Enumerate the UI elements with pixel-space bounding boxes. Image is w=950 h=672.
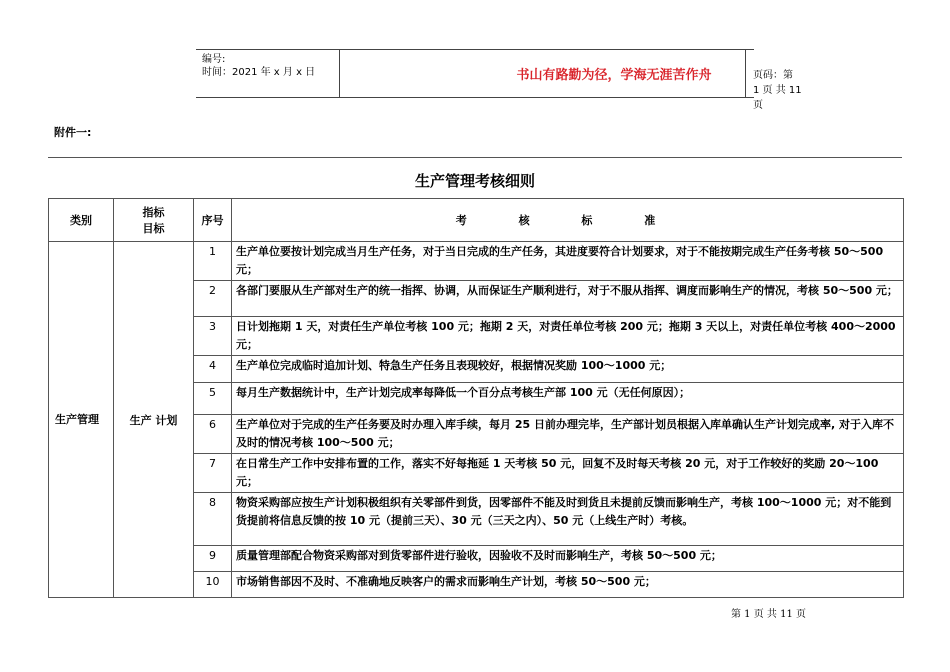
header-motto-cell (339, 50, 802, 111)
row-number: 8 (194, 493, 232, 546)
header-divider (745, 50, 746, 97)
category-cell: 生产管理 (49, 242, 114, 598)
table-row (49, 242, 904, 281)
table-header-row (49, 199, 904, 242)
row-number: 5 (194, 383, 232, 415)
criteria-text: 生产单位完成临时追加计划、特急生产任务且表现较好，根据情况奖励 100～1000 元； (232, 356, 904, 383)
header-indicator-line1: 指标 (142, 206, 165, 219)
document-title: 生产管理考核细则 (414, 172, 535, 190)
header-indicator (114, 199, 194, 242)
row-number: 4 (194, 356, 232, 383)
criteria-text: 每月生产数据统计中，生产计划完成率每降低一个百分点考核生产部 100 元（无任何原因）； (232, 383, 904, 415)
page-header (196, 49, 802, 111)
criteria-text: 生产单位对于完成的生产任务要及时办理入库手续，每月 25 日前办理完毕，生产部计划员根据入库单确认生产计划完成率, 对于入库不及时的情况考核 100～500 元； (232, 415, 904, 454)
row-number: 9 (194, 546, 232, 572)
header-indicator-line2: 目标 (142, 222, 165, 235)
row-number: 10 (194, 572, 232, 598)
criteria-text: 生产单位要按计划完成当月生产任务，对于当日完成的生产任务，其进度要符合计划要求，对于不能按期完成生产任务考核 50～500 元； (232, 242, 904, 281)
indicator-cell: 生产 计划 (114, 242, 194, 598)
time-label: 时间：2021 年 x 月 x 日 (202, 67, 316, 78)
criteria-text: 日计划拖期 1 天，对责任生产单位考核 100 元；拖期 2 天，对责任单位考核 200 元；拖期 3 天以上，对责任单位考核 400～2000 元； (232, 317, 904, 356)
serial-label: 编号: (202, 54, 226, 65)
criteria-text: 物资采购部应按生产计划积极组织有关零部件到货，因零部件不能及时到货且未提前反馈而影响生产，考核 100～1000 元；对不能到货提前将信息反馈的按 10 元（提前三天）、30 元（三天之内）、50 元（上线生产时）考核。 (232, 493, 904, 546)
header-category: 类别 (49, 199, 114, 242)
motto: 书山有路勤为径，学海无涯苦作舟 (516, 68, 712, 83)
row-number: 1 (194, 242, 232, 281)
criteria-text: 在日常生产工作中安排布置的工作，落实不好每拖延 1 天考核 50 元，回复不及时每天考核 20 元，对于工作较好的奖励 20～100 元； (232, 454, 904, 493)
attachment-label: 附件一: (54, 126, 92, 139)
header-meta (196, 50, 339, 97)
table-body (49, 242, 904, 598)
assessment-table (48, 198, 904, 598)
header-criteria: 考 核 标 准 (232, 199, 904, 242)
criteria-text: 各部门要服从生产部对生产的统一指挥、协调，从而保证生产顺利进行，对于不服从指挥、调度而影响生产的情况，考核 50～500 元； (232, 281, 904, 317)
row-number: 2 (194, 281, 232, 317)
criteria-text: 市场销售部因不及时、不准确地反映客户的需求而影响生产计划，考核 50～500 元； (232, 572, 904, 598)
page-footer: 第 1 页 共 11 页 (731, 609, 806, 620)
header-seq: 序号 (194, 199, 232, 242)
row-number: 7 (194, 454, 232, 493)
header-page-info: 页码：第 1 页 共 11 页 (753, 70, 802, 111)
criteria-text: 质量管理部配合物资采购部对到货零部件进行验收，因验收不及时而影响生产，考核 50～500 元； (232, 546, 904, 572)
horizontal-rule (48, 157, 902, 158)
row-number: 6 (194, 415, 232, 454)
row-number: 3 (194, 317, 232, 356)
